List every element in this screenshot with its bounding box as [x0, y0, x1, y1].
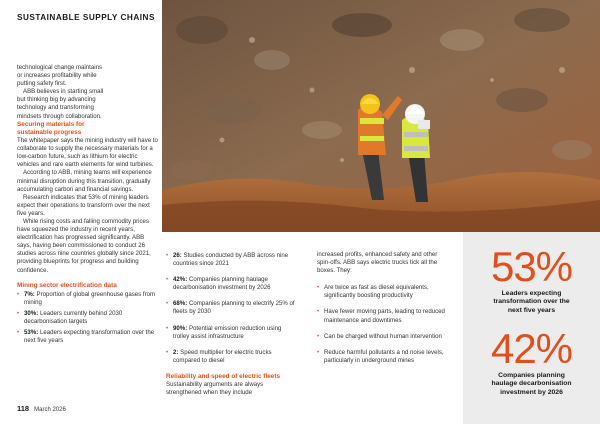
bullet-text: Leaders currently behind 2030 decarbonisation targets — [24, 310, 123, 326]
intro-line: putting safety first. — [17, 80, 67, 88]
bullet-key: 2: — [173, 348, 179, 356]
intro-line: ABB believes in starting small — [23, 88, 104, 96]
bullet-text: Speed multiplier for electric trucks compared to diesel — [173, 348, 272, 364]
mining-workers-photo — [162, 0, 600, 232]
list-item — [17, 329, 159, 345]
heading-electrification-data: Mining sector electrification data — [17, 281, 117, 289]
body-paragraph: According to ABB, mining teams will experience minimal disruption during this transition, gradually accumulating carbon and financial savings. — [17, 169, 152, 193]
list-item — [166, 276, 298, 292]
bullet-key: 42%: — [173, 276, 188, 284]
heading-electric-fleets: Reliability and speed of electric fleets — [166, 372, 281, 380]
stat-value: 42% — [490, 325, 573, 372]
stat-label: Companies planning haulage decarbonisation investment by 2026 — [491, 372, 572, 396]
heading-securing-materials: Securing materials for sustainable progress — [17, 120, 85, 136]
data-bullet-list — [17, 291, 159, 346]
intro-line: technology and transforming — [17, 104, 94, 112]
column-3 — [317, 251, 447, 373]
stat-value: 53% — [490, 243, 573, 290]
intro-line: or increases profitability while — [17, 72, 97, 80]
list-item — [17, 310, 159, 326]
section-title: SUSTAINABLE SUPPLY CHAINS — [17, 13, 155, 22]
intro-line: but thinking big by advancing — [17, 96, 96, 104]
intro-line: mindsets through collaboration. — [17, 112, 102, 120]
bullet-key: 30%: — [24, 310, 39, 318]
list-item — [166, 252, 298, 268]
issue-date: March 2026 — [34, 407, 66, 413]
data-bullet-list — [166, 252, 298, 365]
stat-block — [463, 325, 600, 397]
stat-label: Leaders expecting transformation over the next five years — [493, 290, 570, 314]
bullet-key: 90%: — [173, 324, 188, 332]
bullet-text: Proportion of global greenhouse gases from mining — [24, 290, 156, 306]
list-item — [166, 300, 298, 316]
body-paragraph: The whitepaper says the mining industry will have to collaborate to supply the necessary materials for a low-carbon future, such as lithium for electric vehicles and rare earth elements for wind turbines. — [17, 137, 158, 169]
stats-panel — [463, 232, 600, 424]
bullet-text: Studies conducted by ABB across nine countries since 2021 — [173, 252, 289, 268]
page-number: 118 — [17, 404, 30, 413]
list-item — [166, 325, 298, 341]
column-1 — [17, 64, 159, 348]
bullet-text: Companies planning to electrify 25% of fleets by 2030 — [173, 300, 295, 316]
intro-line: technological change maintains — [17, 64, 103, 71]
bullet-key: 7%: — [24, 290, 35, 298]
list-item: • Can be charged without human intervention — [317, 333, 447, 341]
bullet-text: Companies planning haulage decarbonisation investment by 2026 — [173, 276, 271, 292]
body-paragraph: While rising costs and falling commodity prices have squeezed the industry in recent years, electrification has progressed significantly. ABB says, having been commissioned to conduct 26 studies across nine countries globally since 2021, providing blueprints for progress and building confidence. — [17, 218, 151, 274]
bullet-text: Leaders expecting transformation over the next five years — [24, 329, 155, 345]
benefits-bullet-list — [317, 284, 447, 365]
body-paragraph: Sustainability arguments are always strengthened when they include — [166, 381, 264, 397]
list-item: • Reduce harmful pollutants a nd noise levels, particularly in underground mines — [317, 349, 447, 365]
photo-illustration — [162, 0, 600, 232]
bullet-key: 68%: — [173, 300, 188, 308]
list-item — [166, 349, 298, 365]
page-footer — [17, 404, 66, 413]
list-item: • Are twice as fast as diesel equivalents, significantly boosting productivity — [317, 284, 447, 300]
bullet-text: Potential emission reduction using trolley assist infrastructure — [173, 324, 282, 340]
column-2 — [166, 251, 298, 397]
body-paragraph: Research indicates that 53% of mining leaders expect their operations to transform over the next five years. — [17, 193, 150, 217]
bullet-key: 53%: — [24, 329, 39, 337]
body-paragraph: increased profits, enhanced safety and other spin-offs. ABB says electric trucks tick all the boxes. They: — [317, 251, 438, 275]
stat-block — [463, 243, 600, 315]
bullet-key: 26: — [173, 252, 182, 259]
list-item — [17, 291, 159, 307]
list-item: • Have fewer moving parts, leading to reduced maintenance and downtimes — [317, 308, 447, 324]
